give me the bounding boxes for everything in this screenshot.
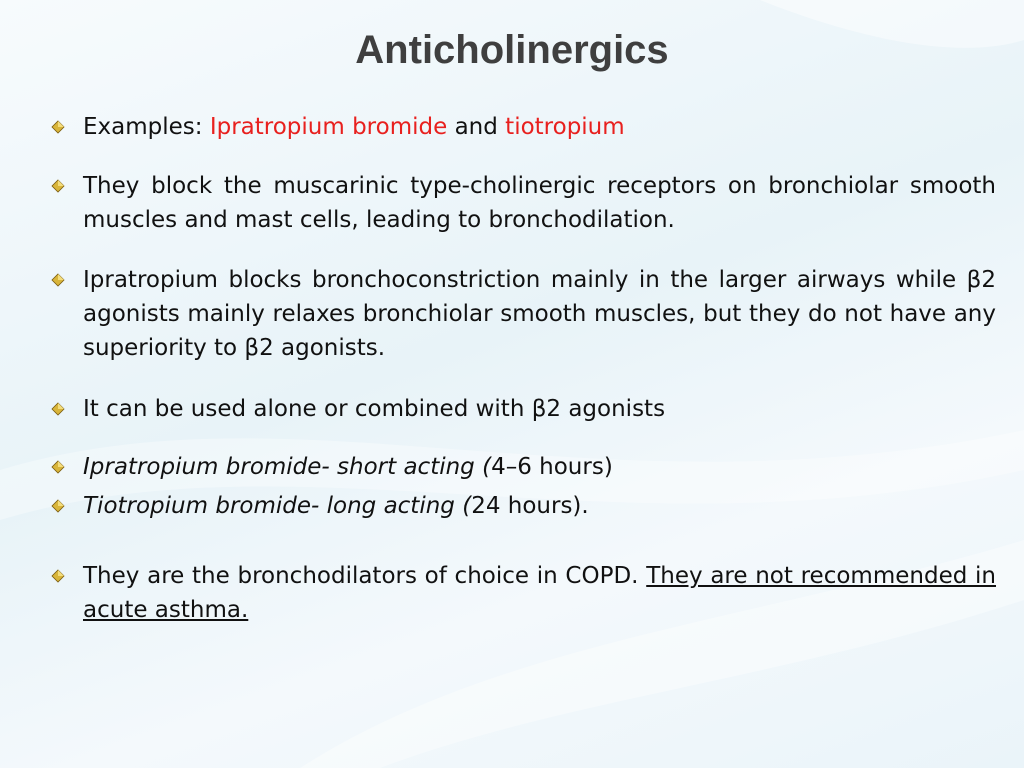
usage-text: It can be used alone or combined with β2 agonists bbox=[83, 396, 666, 422]
bullet-copd bbox=[83, 559, 996, 627]
gold-diamond-bullet-icon bbox=[51, 499, 65, 513]
ipratropium-duration-hours: 4–6 hours) bbox=[491, 454, 613, 480]
drug-ipratropium-bromide: Ipratropium bromide bbox=[209, 114, 448, 140]
gold-diamond-bullet-icon bbox=[51, 569, 65, 583]
bullet-ipratropium-duration bbox=[83, 450, 996, 484]
copd-warning-underlined: They are not recommended in acute asthma. bbox=[83, 563, 996, 623]
mechanism-text: They block the muscarinic type-cholinergic receptors on bronchiolar smooth muscles and mast cells, leading to bronchodilation. bbox=[83, 173, 996, 233]
bullet-tiotropium-duration bbox=[83, 489, 996, 523]
bullet-comparison bbox=[83, 263, 996, 365]
ipratropium-duration-italic: Ipratropium bromide- short acting ( bbox=[83, 454, 492, 480]
bullet-usage bbox=[83, 392, 996, 426]
examples-and: and bbox=[447, 114, 506, 140]
comparison-text: Ipratropium blocks bronchoconstriction mainly in the larger airways while β2 agonists mainly relaxes bronchiolar smooth muscles, but they do not have any superiority to β2 agonists. bbox=[83, 267, 996, 361]
gold-diamond-bullet-icon bbox=[51, 179, 65, 193]
examples-prefix: Examples: bbox=[83, 114, 210, 140]
gold-diamond-bullet-icon bbox=[51, 273, 65, 287]
copd-text: They are the bronchodilators of choice in COPD. bbox=[83, 563, 647, 589]
gold-diamond-bullet-icon bbox=[51, 120, 65, 134]
tiotropium-duration-hours: 24 hours). bbox=[471, 493, 589, 519]
tiotropium-duration-italic: Tiotropium bromide- long acting ( bbox=[83, 493, 472, 519]
slide-title: Anticholinergics bbox=[355, 28, 669, 72]
bullet-examples bbox=[83, 110, 996, 144]
gold-diamond-bullet-icon bbox=[51, 402, 65, 416]
gold-diamond-bullet-icon bbox=[51, 460, 65, 474]
drug-tiotropium: tiotropium bbox=[505, 114, 625, 140]
bullet-mechanism bbox=[83, 169, 996, 237]
